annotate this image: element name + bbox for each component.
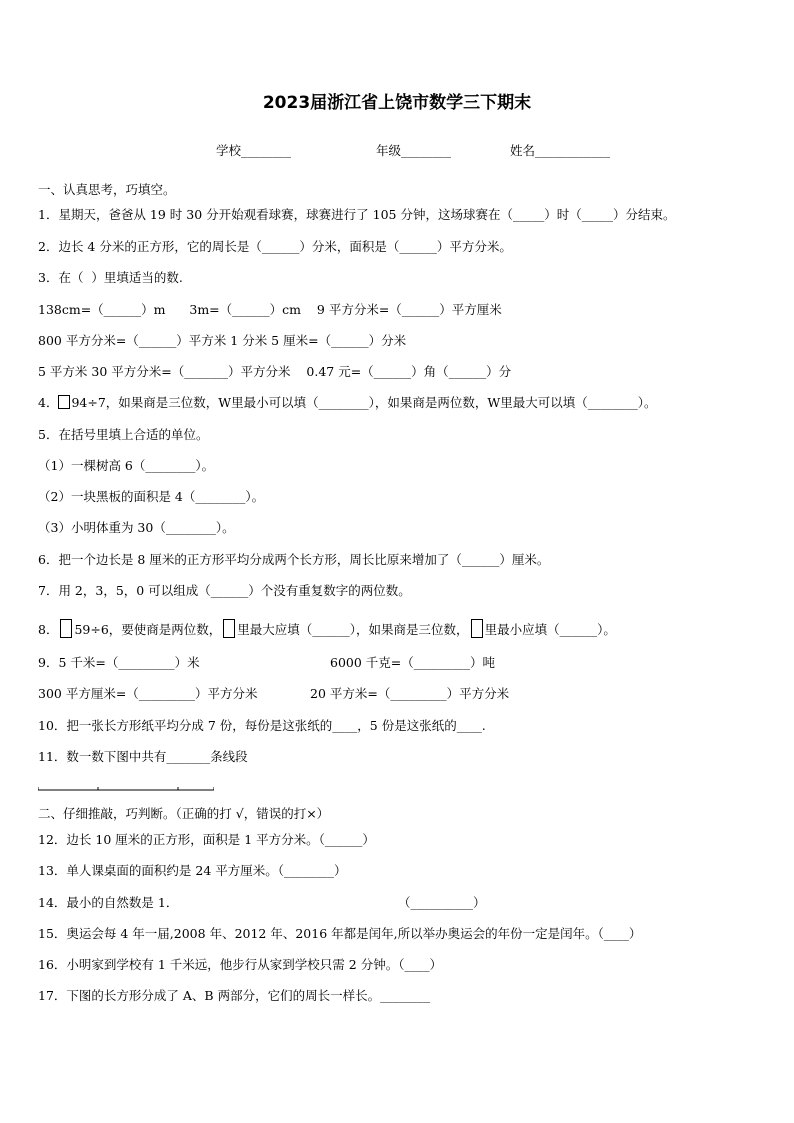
page-title: 2023届浙江省上饶市数学三下期末 [262, 93, 532, 113]
question-2: 2．边长 4 分米的正方形，它的周长是（______）分米，面积是（______）平方分米。 [38, 239, 512, 254]
question-9-a: 9．5 千米=（_________）米 [38, 655, 200, 670]
question-12: 12．边长 10 厘米的正方形，面积是 1 平方分米。（______） [38, 832, 375, 847]
question-5: 5．在括号里填上合适的单位。 [38, 427, 209, 442]
blank-box [223, 619, 235, 638]
grade-field: 年级________ [376, 143, 452, 158]
question-14-answer: （__________） [398, 895, 486, 910]
section-2-heading: 二、仔细推敲，巧判断。（正确的打 √，错误的打×） [38, 806, 330, 821]
question-9-b: 6000 千克=（_________）吨 [330, 655, 496, 670]
question-9-d: 20 平方米=（_________）平方分米 [310, 686, 510, 701]
question-3-line-a: 138cm=（______）m 3m=（______）cm 9 平方分米=（______）平方厘米 [38, 302, 502, 317]
question-9-c: 300 平方厘米=（_________）平方分米 [38, 686, 258, 701]
school-field: 学校________ [216, 143, 292, 158]
question-1: 1．星期天，爸爸从 19 时 30 分开始观看球赛，球赛进行了 105 分钟，这场球赛在（_____）时（_____）分结束。 [38, 207, 676, 222]
section-1-heading: 一、认真思考，巧填空。 [38, 182, 176, 197]
question-15: 15．奥运会每 4 年一届,2008 年、2012 年、2016 年都是闰年,所以举办奥运会的年份一定是闰年。（____） [38, 926, 642, 941]
question-17: 17．下图的长方形分成了 A、B 两部分，它们的周长一样长。________ [38, 988, 431, 1003]
question-8-number: 8． [38, 622, 59, 637]
question-3: 3．在（ ）里填适当的数. [38, 270, 183, 285]
name-field: 姓名____________ [510, 143, 611, 158]
question-4 [38, 395, 656, 411]
question-3-line-c: 5 平方米 30 平方分米=（_______）平方分米 0.47 元=（______）角（______）分 [38, 364, 512, 379]
question-5-item-1: （1）一棵树高 6（________）。 [38, 458, 215, 473]
question-8-text-a: 59÷6，要使商是两位数， [74, 622, 222, 637]
question-4-number: 4． [38, 395, 59, 410]
question-11: 11．数一数下图中共有_______条线段 [38, 749, 248, 764]
question-4-text: 94÷7，如果商是三位数，W里最小可以填（________），如果商是两位数，W里最大可以填（________）。 [71, 395, 657, 410]
question-13: 13．单人课桌面的面积约是 24 平方厘米。（________） [38, 863, 347, 878]
blank-box [58, 395, 70, 409]
question-8-text-c: 里最小应填（______）。 [484, 622, 616, 637]
blank-box [471, 619, 483, 638]
question-8 [38, 619, 616, 638]
question-5-item-2: （2）一块黑板的面积是 4（________）。 [38, 489, 265, 504]
question-10: 10．把一张长方形纸平均分成 7 份，每份是这张纸的____，5 份是这张纸的____. [38, 718, 486, 733]
question-14: 14．最小的自然数是 1． [38, 895, 179, 910]
question-8-text-b: 里最大应填（______），如果商是三位数， [237, 622, 469, 637]
line-segment-figure [38, 784, 214, 792]
question-7: 7．用 2，3，5，0 可以组成（______）个没有重复数字的两位数。 [38, 583, 411, 598]
blank-box [60, 619, 72, 638]
question-5-item-3: （3）小明体重为 30（________）。 [38, 520, 235, 535]
question-16: 16．小明家到学校有 1 千米远，他步行从家到学校只需 2 分钟。（____） [38, 957, 442, 972]
question-6: 6．把一个边长是 8 厘米的正方形平均分成两个长方形，周长比原来增加了（______）厘米。 [38, 552, 550, 567]
question-3-line-b: 800 平方分米=（______）平方米 1 分米 5 厘米=（______）分米 [38, 333, 407, 348]
